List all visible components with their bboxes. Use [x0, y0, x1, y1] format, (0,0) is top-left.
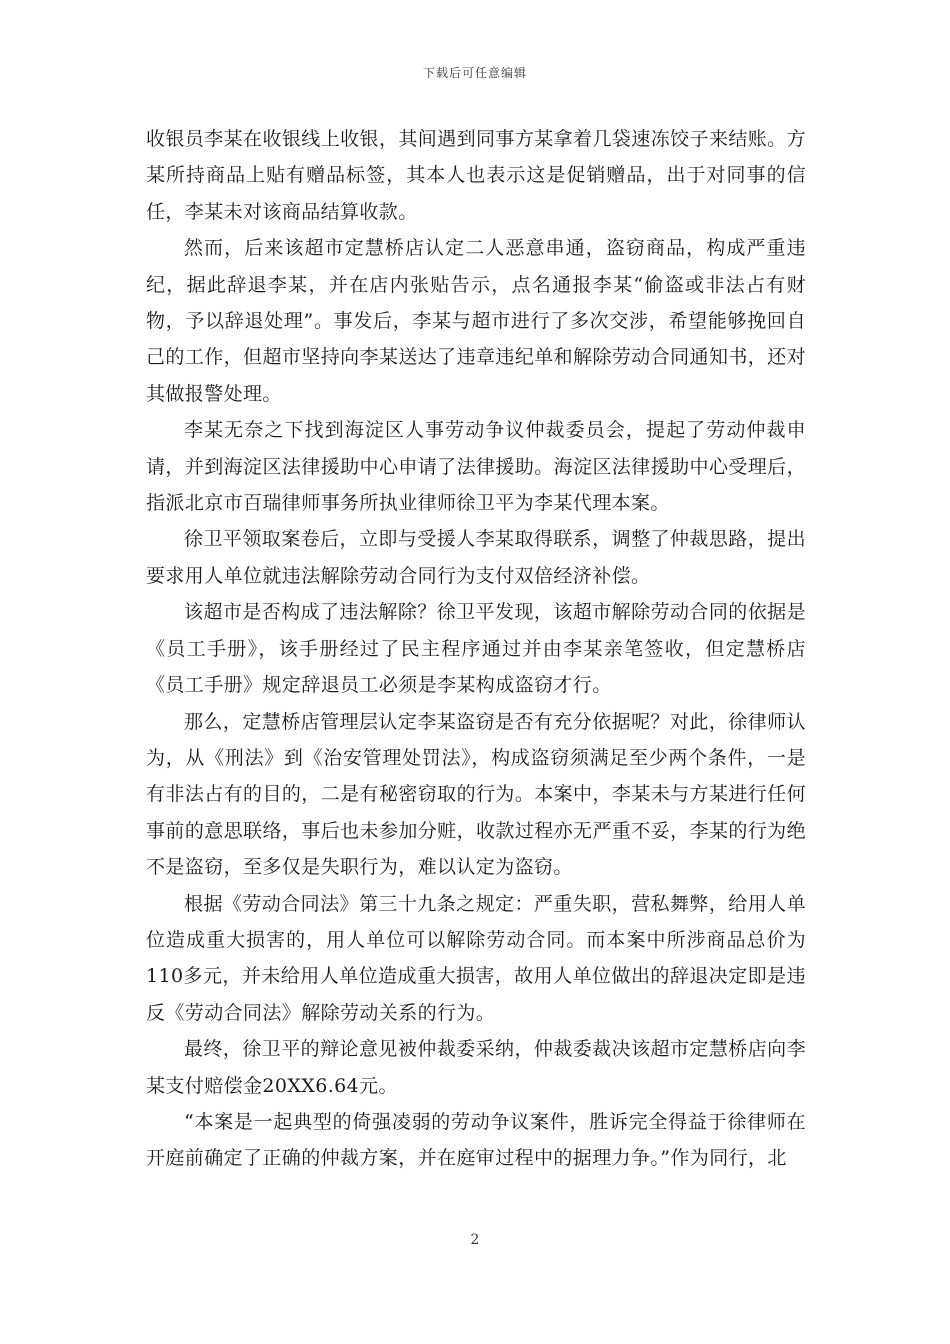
paragraph-2: 然而，后来该超市定慧桥店认定二人恶意串通，盗窃商品，构成严重违纪，据此辞退李某，并在店内张贴告示，点名通报李某“偷盗或非法占有财物，予以辞退处理”。事发后，李某与超市进行了多次交涉，希望能够挽回自己的工作，但超市坚持向李某送达了违章违纪单和解除劳动合同通知书，还对其做报警处理。	[146, 237, 806, 405]
paragraph-6: 那么，定慧桥店管理层认定李某盗窃是否有充分依据呢？对此，徐律师认为，从《刑法》到《治安管理处罚法》，构成盗窃须满足至少两个条件，一是有非法占有的目的，二是有秘密窃取的行为。本案中，李某未与方某进行任何事前的意思联络，事后也未参加分赃，收款过程亦无严重不妥，李某的行为绝不是盗窃，至多仅是失职行为，难以认定为盗窃。	[146, 710, 806, 879]
document-body	[146, 121, 806, 1177]
paragraph-3: 李某无奈之下找到海淀区人事劳动争议仲裁委员会，提起了劳动仲裁申请，并到海淀区法律援助中心申请了法律援助。海淀区法律援助中心受理后，指派北京市百瑞律师事务所执业律师徐卫平为李某代理本案。	[146, 419, 806, 515]
paragraph-8: 最终，徐卫平的辩论意见被仲裁委采纳，仲裁委裁决该超市定慧桥店向李某支付赔偿金20XX6.64元。	[146, 1038, 806, 1097]
paragraph-4: 徐卫平领取案卷后，立即与受援人李某取得联系，调整了仲裁思路，提出要求用人单位就违法解除劳动合同行为支付双倍经济补偿。	[146, 528, 806, 587]
paragraph-1: 收银员李某在收银线上收银，其间遇到同事方某拿着几袋速冻饺子来结账。方某所持商品上贴有赠品标签，其本人也表示这是促销赠品，出于对同事的信任，李某未对该商品结算收款。	[146, 128, 806, 223]
paragraph-7: 根据《劳动合同法》第三十九条之规定：严重失职，营私舞弊，给用人单位造成重大损害的，用人单位可以解除劳动合同。而本案中所涉商品总价为110多元，并未给用人单位造成重大损害，故用人单位做出的辞退决定即是违反《劳动合同法》解除劳动关系的行为。	[146, 892, 806, 1024]
paragraph-9: “本案是一起典型的倚强凌弱的劳动争议案件，胜诉完全得益于徐律师在开庭前确定了正确的仲裁方案，并在庭审过程中的据理力争。”作为同行，北	[146, 1110, 806, 1170]
page-header: 下载后可任意编辑	[422, 66, 527, 80]
paragraph-5: 该超市是否构成了违法解除？徐卫平发现，该超市解除劳动合同的依据是《员工手册》，该手册经过了民主程序通过并由李某亲笔签收，但定慧桥店《员工手册》规定辞退员工必须是李某构成盗窃才行。	[146, 601, 806, 697]
page-number: 2	[470, 1232, 480, 1248]
